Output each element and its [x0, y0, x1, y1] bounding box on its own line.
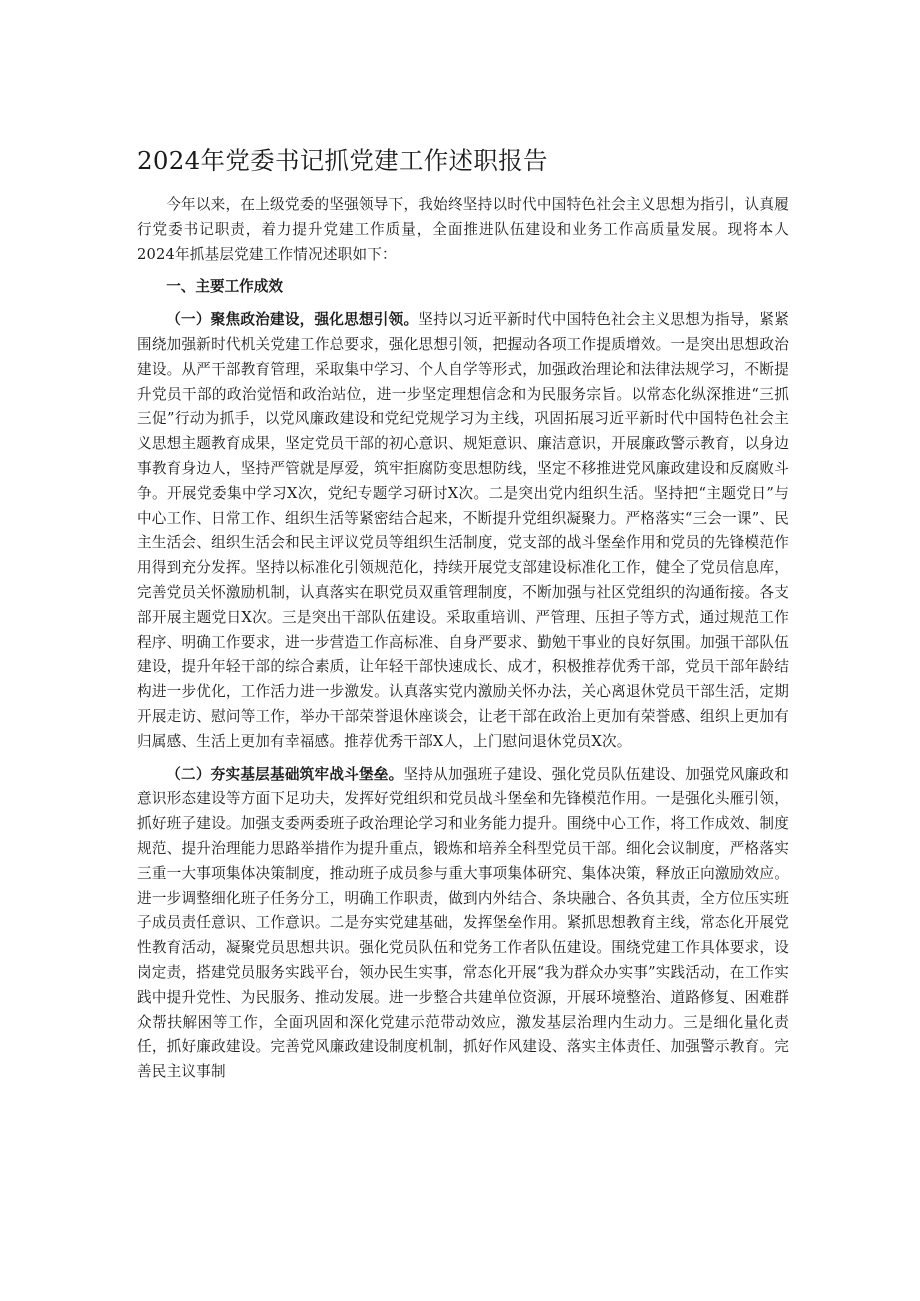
- subsection-1-heading: （一）聚焦政治建设，强化思想引领。: [166, 311, 419, 329]
- subsection-2-body: 坚持从加强班子建设、强化党员队伍建设、加强党风廉政和意识形态建设等方面下足功夫，发挥好党组织和党员战斗堡垒和先锋模范作用。一是强化头雁引领，抓好班子建设。加强支委两委班子政治理论学习和业务能力提升。围绕中心工作，将工作成效、制度规范、提升治理能力思路举措作为提升重点，锻炼和培养全科型党员干部。细化会议制度，严格落实三重一大事项集体决策制度，推动班子成员参与重大事项集体研究、集体决策，释放正向激励效应。进一步调整细化班子任务分工，明确工作职责，做到内外结合、条块融合、各负其责，全方位压实班子成员责任意识、工作意识。二是夯实党建基础，发挥堡垒作用。紧抓思想教育主线，常态化开展党性教育活动，凝聚党员思想共识。强化党员队伍和党务工作者队伍建设。围绕党建工作具体要求，设岗定责，搭建党员服务实践平台，领办民生实事，常态化开展“我为群众办实事”实践活动，在工作实践中提升党性、为民服务、推动发展。进一步整合共建单位资源，开展环境整治、道路修复、困难群众帮扶解困等工作，全面巩固和深化党建示范带动效应，激发基层治理内生动力。三是细化量化责任，抓好廉政建设。完善党风廉政建设制度机制，抓好作风建设、落实主体责任、加强警示教育。完善民主议事制: [137, 765, 790, 1081]
- subsection-1-body: 坚持以习近平新时代中国特色社会主义思想为指导，紧紧围绕加强新时代机关党建工作总要求，强化思想引领，把握动各项工作提质增效。一是突出思想政治建设。从严干部教育管理，采取集中学习、个人自学等形式，加强政治理论和法律法规学习，不断提升党员干部的政治觉悟和政治站位，进一步坚定理想信念和为民服务宗旨。以常态化纵深推进“三抓三促”行动为抓手，以党风廉政建设和党纪党规学习为主线，巩固拓展习近平新时代中国特色社会主义思想主题教育成果，坚定党员干部的初心意识、规矩意识、廉洁意识，开展廉政警示教育，以身边事教育身边人，坚持严管就是厚爱，筑牢拒腐防变思想防线，坚定不移推进党风廉政建设和反腐败斗争。开展党委集中学习X次，党纪专题学习研讨X次。二是突出党内组织生活。坚持把“主题党日”与中心工作、日常工作、组织生活等紧密结合起来，不断提升党组织凝聚力。严格落实“三会一课”、民主生活会、组织生活会和民主评议党员等组织生活制度，党支部的战斗堡垒作用和党员的先锋模范作用得到充分发挥。坚持以标准化引领规范化，持续开展党支部建设标准化工作，健全了党员信息库，完善党员关怀激励机制，认真落实在职党员双重管理制度，不断加强与社区党组织的沟通衔接。各支部开展主题党日X次。三是突出干部队伍建设。采取重培训、严管理、压担子等方式，通过规范工作程序、明确工作要求，进一步营造工作高标准、自身严要求、勤勉干事业的良好氛围。加强干部队伍建设，提升年轻干部的综合素质，让年轻干部快速成长、成才，积极推荐优秀干部，党员干部年龄结构进一步优化，工作活力进一步激发。认真落实党内激励关怀办法，关心离退休党员干部生活，定期开展走访、慰问等工作，举办干部荣誉退休座谈会，让老干部在政治上更加有荣誉感、组织上更加有归属感、生活上更加有幸福感。推荐优秀干部X人，上门慰问退休党员X次。: [137, 311, 789, 750]
- subsection-1-paragraph: [137, 308, 789, 754]
- document-title: 2024年党委书记抓党建工作述职报告: [137, 146, 548, 175]
- document-body: [137, 143, 789, 1085]
- intro-paragraph: 今年以来，在上级党委的坚强领导下，我始终坚持以时代中国特色社会主义思想为指引，认真履行党委书记职责，着力提升党建工作质量，全面推进队伍建设和业务工作高质量发展。现将本人2024年抓基层党建工作情况述职如下：: [137, 196, 789, 263]
- paragraph-gap: [137, 755, 789, 763]
- subsection-2-heading: （二）夯实基层基础筑牢战斗堡垒。: [166, 765, 404, 783]
- subsection-2-paragraph: [137, 763, 789, 1085]
- section-heading: 一、主要工作成效: [166, 278, 283, 296]
